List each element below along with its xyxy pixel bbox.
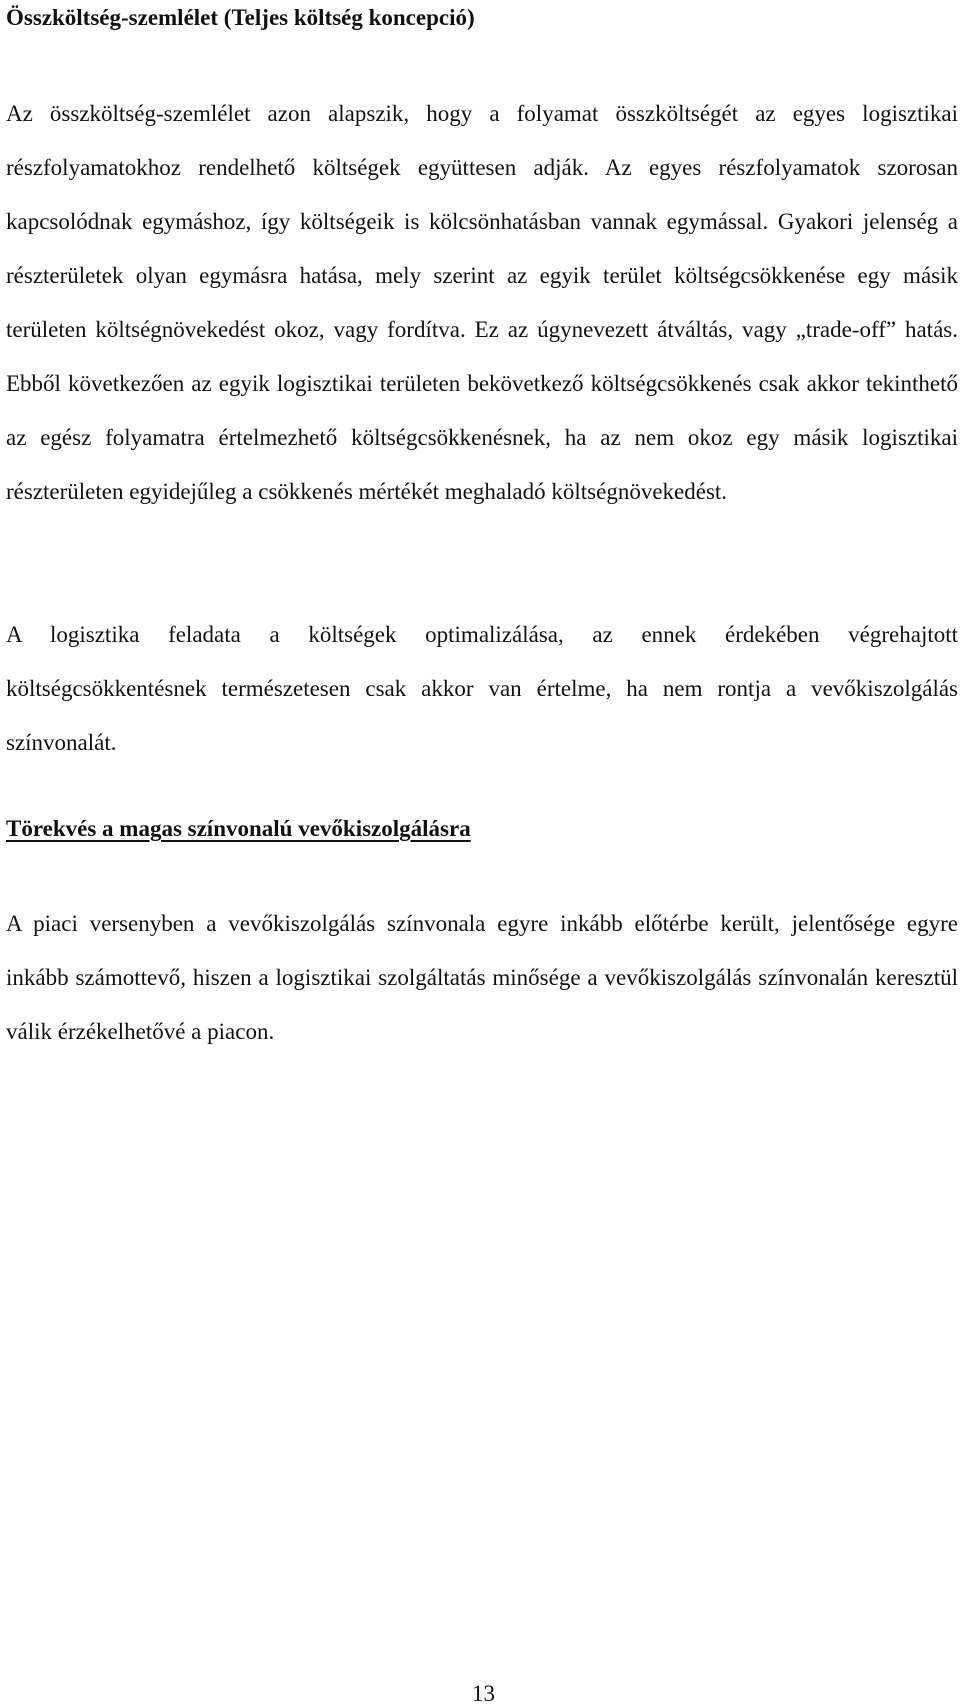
paragraph-customer-service: A piaci versenyben a vevőkiszolgálás színvonala egyre inkább előtérbe került, jelentősége egyre inkább számottevő, hiszen a logisztikai szolgáltatás minősége a vevőkiszolgálás színvonalán keresztül válik érzékelhetővé a piacon. [6,911,958,1044]
page-number: 13 [472,1681,495,1706]
paragraph-total-cost-concept: Az összköltség-szemlélet azon alapszik, hogy a folyamat összköltségét az egyes logisztikai részfolyamatokhoz rendelhető költségek együttesen adják. Az egyes részfolyamatok szorosan kapcsolódnak egymáshoz, így költségeik is kölcsönhatásban vannak egymással. Gyakori jelenség a részterületek olyan egymásra hatása, mely szerint az egyik terület költségcsökkenése egy másik területen költségnövekedést okoz, vagy fordítva. Ez az úgynevezett átváltás, vagy „trade-off” hatás. Ebből következően az egyik logisztikai területen bekövetkező költségcsökkenés csak akkor tekinthető az egész folyamatra értelmezhető költségcsökkenésnek, ha az nem okoz egy másik logisztikai részterületen egyidejűleg a csökkenés mértékét meghaladó költségnövekedést. [6,101,958,504]
section-heading-customer-service: Törekvés a magas színvonalú vevőkiszolgálásra [6,816,471,841]
section-heading-total-cost: Összköltség-szemlélet (Teljes költség koncepció) [6,5,475,30]
paragraph-logistics-task: A logisztika feladata a költségek optimalizálása, az ennek érdekében végrehajtott költségcsökkentésnek természetesen csak akkor van értelme, ha nem rontja a vevőkiszolgálás színvonalát. [6,622,958,755]
document-page [6,0,958,1706]
